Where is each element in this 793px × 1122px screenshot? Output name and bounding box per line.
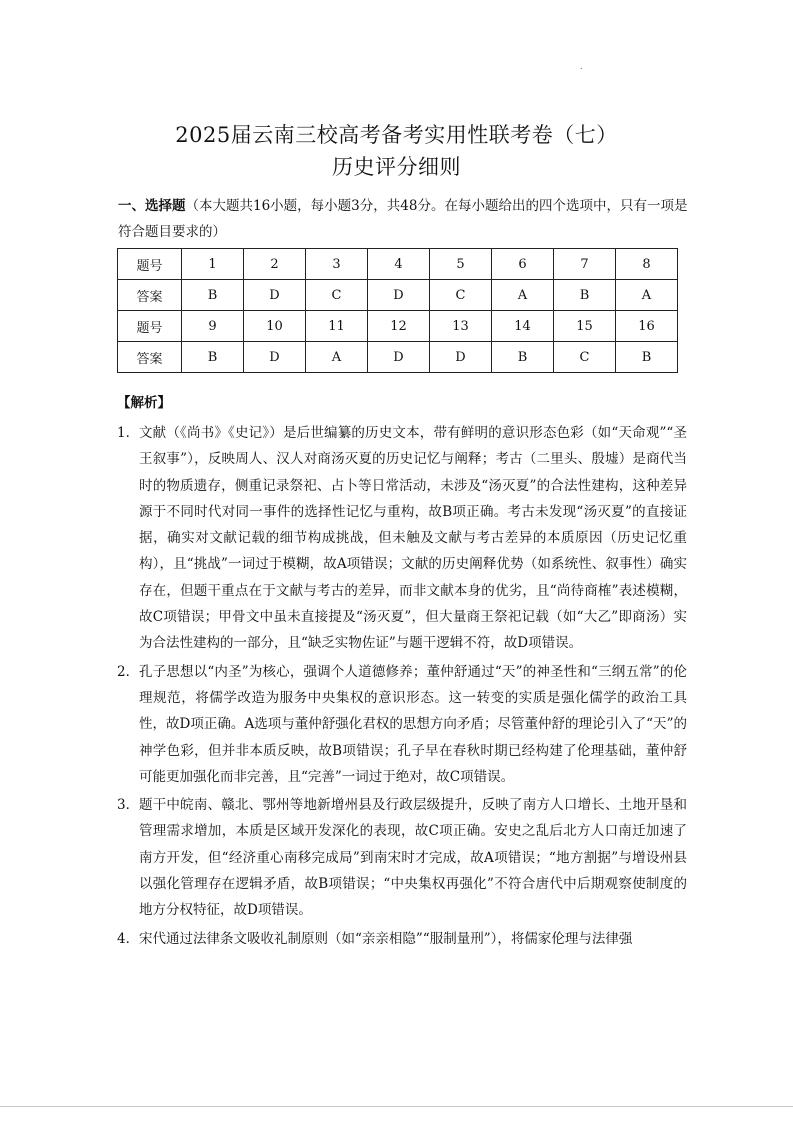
item-number: 4． — [117, 930, 140, 947]
table-cell: A — [616, 280, 678, 311]
table-cell: C — [554, 342, 616, 373]
item-text: 文献（《尚书》《史记》）是后世编纂的历史文本，带有鲜明的意识形态色彩（如“天命观”“圣王叙事”），反映周人、汉人对商汤灭夏的历史记忆与阐释；考古（二里头、殷墟）是商代当时的物质遗存，侧重记录祭祀、占卜等日常活动，未涉及“汤灭夏”的合法性建构，这种差异源于不同时代对同一事件的选择性记忆与重构，故B项正确。考古未发现“汤灭夏”的直接证据，确实对文献记载的细节构成挑战，但未触及文献与考古差异的本质原因（历史记忆重构），且“挑战”一词过于模糊，故A项错误；文献的历史阐释优势（如系统性、叙事性）确实存在，但题干重点在于文献与考古的差异，而非文献本身的优劣，且“尚待商榷”表述模糊，故C项错误；甲骨文中虽未直接提及“汤灭夏”，但大量商王祭祀记载（如“大乙”即商汤）实为合法性建构的一部分，且“缺乏实物佐证”与题干逻辑不符，故D项错误。 — [139, 425, 687, 652]
table-cell: C — [430, 280, 492, 311]
table-cell: B — [182, 342, 244, 373]
table-cell: D — [244, 342, 306, 373]
section-heading: 一、选择题 — [118, 198, 186, 214]
table-row — [118, 311, 678, 342]
table-cell: 1 — [182, 249, 244, 280]
table-cell: 13 — [430, 311, 492, 342]
table-cell: 14 — [492, 311, 554, 342]
table-cell: A — [492, 280, 554, 311]
table-cell: 8 — [616, 249, 678, 280]
table-cell: B — [554, 280, 616, 311]
table-row — [118, 342, 678, 373]
table-cell: B — [182, 280, 244, 311]
list-item — [117, 792, 687, 923]
table-cell: 2 — [244, 249, 306, 280]
table-cell: D — [430, 342, 492, 373]
item-text: 题干中皖南、赣北、鄂州等地新增州县及行政层级提升，反映了南方人口增长、土地开垦和管理需求增加，本质是区域开发深化的表现，故C项正确。安史之乱后北方人口南迁加速了南方开发，但“经济重心南移完成局”到南宋时才完成，故A项错误；“地方割据”与增设州县以强化管理存在逻辑矛盾，故B项错误；“中央集权再强化”不符合唐代中后期观察使制度的地方分权特征，故D项错误。 — [139, 797, 688, 919]
table-cell: 7 — [554, 249, 616, 280]
page-bottom-divider — [0, 1106, 793, 1107]
table-cell: B — [492, 342, 554, 373]
analysis-heading: 【解析】 — [117, 395, 171, 411]
table-cell: 11 — [306, 311, 368, 342]
table-cell: D — [368, 280, 430, 311]
section-description: （本大题共16小题，每小题3分，共48分。在每小题给出的四个选项中，只有一项是符合题目要求的） — [118, 198, 688, 240]
row-label: 答案 — [118, 280, 182, 311]
analysis-list — [117, 420, 687, 952]
table-cell: B — [616, 342, 678, 373]
item-number: 1． — [117, 425, 140, 441]
item-text: 孔子思想以“内圣”为核心，强调个人道德修养；董仲舒通过“天”的神圣性和“三纲五常”的伦理规范，将儒学改造为服务中央集权的意识形态。这一转变的实质是强化儒学的政治工具性，故D项正确。A选项与董仲舒强化君权的思想方向矛盾；尽管董仲舒的理论引入了“天”的神学色彩，但并非本质反映，故B项错误；孔子早在春秋时期已经构建了伦理基础，董仲舒可能更加强化而非完善，且“完善”一词过于绝对，故C项错误。 — [139, 663, 687, 785]
page-subtitle: 历史评分细则 — [332, 155, 461, 179]
list-item — [117, 659, 687, 790]
table-cell: 5 — [430, 249, 492, 280]
table-cell: A — [306, 342, 368, 373]
table-cell: 15 — [554, 311, 616, 342]
section-intro — [118, 193, 688, 245]
table-cell: 4 — [368, 249, 430, 280]
table-cell: D — [368, 342, 430, 373]
list-item — [117, 420, 687, 657]
list-item — [117, 926, 687, 952]
table-row — [118, 280, 678, 311]
row-label: 答案 — [118, 342, 182, 373]
table-cell: 16 — [616, 311, 678, 342]
row-label: 题号 — [118, 249, 182, 280]
table-cell: 10 — [244, 311, 306, 342]
row-label: 题号 — [118, 311, 182, 342]
table-row — [118, 249, 678, 280]
item-number: 3． — [117, 797, 140, 814]
table-cell: 3 — [306, 249, 368, 280]
table-cell: 6 — [492, 249, 554, 280]
table-cell: C — [306, 280, 368, 311]
table-cell: 9 — [182, 311, 244, 342]
answer-table — [117, 248, 678, 373]
table-cell: 12 — [368, 311, 430, 342]
table-cell: D — [244, 280, 306, 311]
header-mark: . — [580, 62, 583, 71]
page-title: 2025届云南三校高考备考实用性联考卷（七） — [175, 123, 618, 147]
item-text: 宋代通过法律条文吸收礼制原则（如“亲亲相隐”“服制量刑”），将儒家伦理与法律强 — [139, 930, 633, 947]
item-number: 2． — [117, 663, 140, 680]
